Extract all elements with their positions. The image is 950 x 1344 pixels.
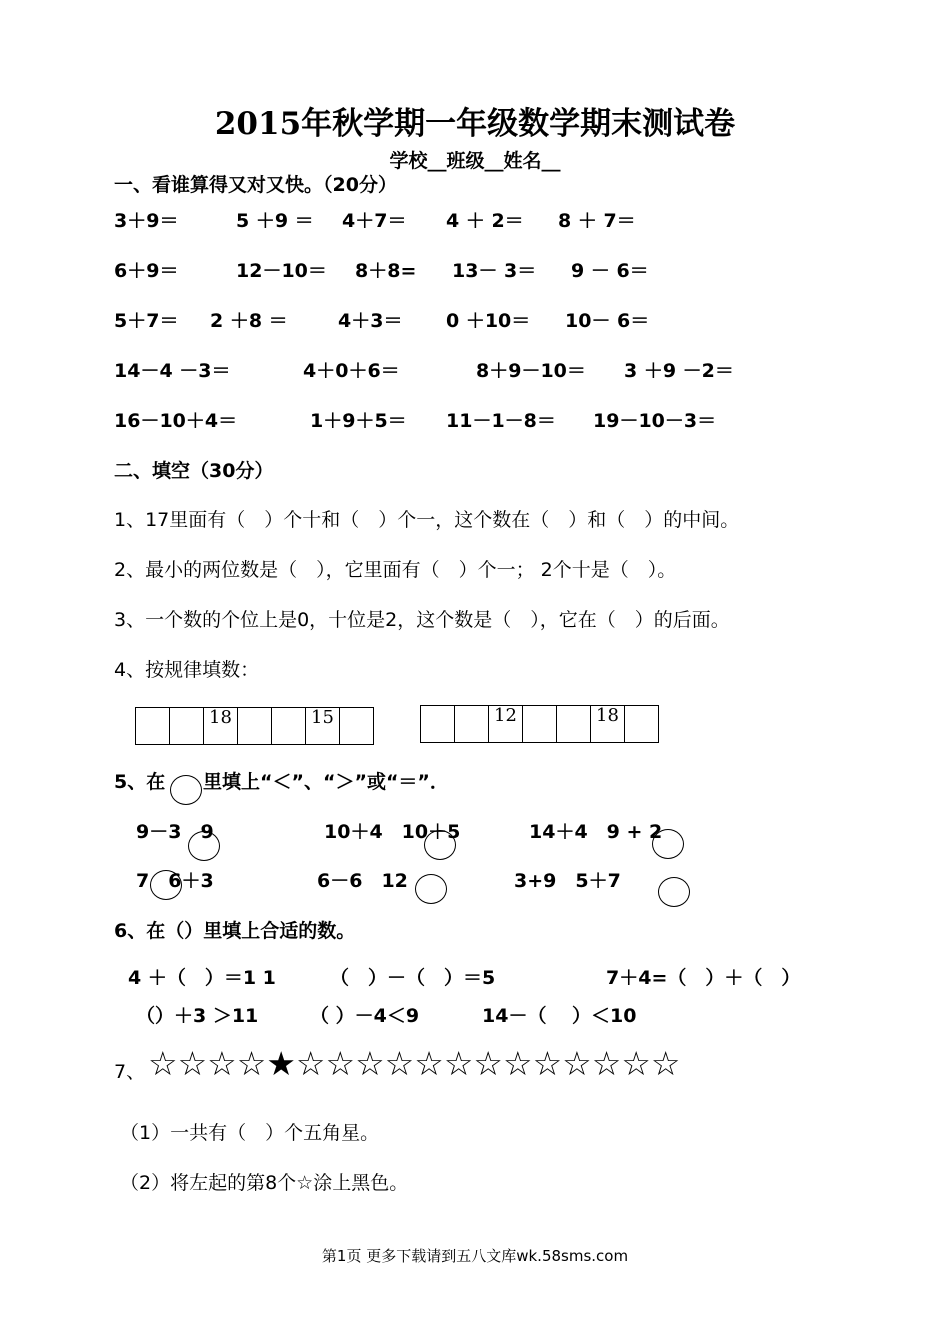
equation: 10－ 6＝ [565, 310, 650, 332]
question-1: 1、17里面有（ ）个十和（ ）个一，这个数在（ ）和（ ）的中间。 [114, 509, 740, 531]
sequence-cell: 18 [590, 705, 625, 743]
question-2: 2、最小的两位数是（ ），它里面有（ ）个一； 2个十是（ ）。 [114, 559, 677, 581]
comparison-expression: 3+9 5＋7 [514, 870, 621, 892]
sequence-cell: 12 [488, 705, 523, 743]
equation: 16－10＋4＝ [114, 410, 238, 432]
equation: 0 ＋10＝ [446, 310, 531, 332]
question-4: 4、按规律填数： [114, 659, 260, 681]
comparison-circle[interactable] [652, 829, 684, 859]
question-7-sub1: （1）一共有（ ）个五角星。 [120, 1122, 380, 1144]
question-3: 3、一个数的个位上是0，十位是2，这个数是（ ），它在（ ）的后面。 [114, 609, 730, 631]
question-5-instruction: 里填上“＜”、“＞”或“＝”． [203, 771, 449, 793]
fill-expression: （ ）－（ ）＝5 [330, 967, 496, 989]
sequence-cell[interactable] [454, 705, 489, 743]
equation: 3 ＋9 －2＝ [624, 360, 734, 382]
fill-expression: （ ）－4＜9 [310, 1005, 420, 1027]
equation: 9 － 6＝ [571, 260, 649, 282]
page-title: 2015年秋学期一年级数学期末测试卷 [214, 106, 736, 142]
equation: 1＋9＋5＝ [310, 410, 407, 432]
number-sequence-2 [420, 705, 659, 743]
number-sequence-1 [135, 707, 374, 745]
equation: 6＋9＝ [114, 260, 179, 282]
equation: 5＋7＝ [114, 310, 179, 332]
page-footer: 第1页 更多下载请到五八文库wk.58sms.com [321, 1247, 629, 1265]
comparison-circle[interactable] [150, 870, 182, 900]
equation: 11－1－8＝ [446, 410, 556, 432]
comparison-expression: 7 6＋3 [136, 870, 214, 892]
comparison-expression: 6－6 12 [317, 870, 408, 892]
equation: 19－10－3＝ [593, 410, 717, 432]
star-row: ☆☆☆☆★☆☆☆☆☆☆☆☆☆☆☆☆☆ [148, 1044, 681, 1083]
comparison-circle[interactable] [188, 831, 220, 861]
equation: 5 ＋9 ＝ [236, 210, 314, 232]
fill-expression: 7＋4=（ ）＋（ ） [606, 967, 801, 989]
equation: 4＋7＝ [342, 210, 407, 232]
comparison-circle[interactable] [415, 874, 447, 904]
comparison-circle-icon [170, 775, 202, 805]
comparison-expression: 9－3 9 [136, 821, 214, 843]
student-info-line: 学校__班级__姓名__ [389, 150, 561, 172]
equation: 4 ＋ 2＝ [446, 210, 524, 232]
sequence-cell[interactable] [624, 705, 659, 743]
comparison-expression: 10＋4 10＋5 [324, 821, 461, 843]
equation: 14－4 －3＝ [114, 360, 231, 382]
comparison-circle[interactable] [658, 877, 690, 907]
equation: 12－10＝ [236, 260, 327, 282]
sequence-cell[interactable] [420, 705, 455, 743]
comparison-circle[interactable] [424, 830, 456, 860]
section2-heading: 二、填空（30分） [114, 460, 274, 482]
equation: 4＋0＋6＝ [303, 360, 400, 382]
equation: 8＋9－10＝ [476, 360, 586, 382]
sequence-cell[interactable] [556, 705, 591, 743]
sequence-cell[interactable] [339, 707, 374, 745]
sequence-cell[interactable] [169, 707, 204, 745]
comparison-expression: 14＋4 9 + 2 [529, 821, 663, 843]
question-5-prefix: 5、在 [114, 771, 166, 793]
equation: 8＋8= [355, 260, 417, 282]
equation: 2 ＋8 ＝ [210, 310, 288, 332]
question-7-prefix: 7、 [114, 1061, 146, 1083]
equation: 4＋3＝ [338, 310, 403, 332]
sequence-cell: 15 [305, 707, 340, 745]
question-7-sub2: （2）将左起的第8个☆涂上黑色。 [120, 1172, 409, 1194]
equation: 3＋9＝ [114, 210, 179, 232]
sequence-cell: 18 [203, 707, 238, 745]
sequence-cell[interactable] [135, 707, 170, 745]
sequence-cell[interactable] [271, 707, 306, 745]
section1-heading: 一、看谁算得又对又快。（20分） [114, 174, 397, 196]
equation: 13－ 3＝ [452, 260, 537, 282]
sequence-cell[interactable] [237, 707, 272, 745]
fill-expression: 14－（ ）＜10 [482, 1005, 637, 1027]
equation: 8 ＋ 7＝ [558, 210, 636, 232]
question-6: 6、在（）里填上合适的数。 [114, 920, 356, 942]
fill-expression: 4 ＋（ ）＝1 1 [128, 967, 276, 989]
sequence-cell[interactable] [522, 705, 557, 743]
fill-expression: （）＋3 ＞11 [136, 1005, 259, 1027]
